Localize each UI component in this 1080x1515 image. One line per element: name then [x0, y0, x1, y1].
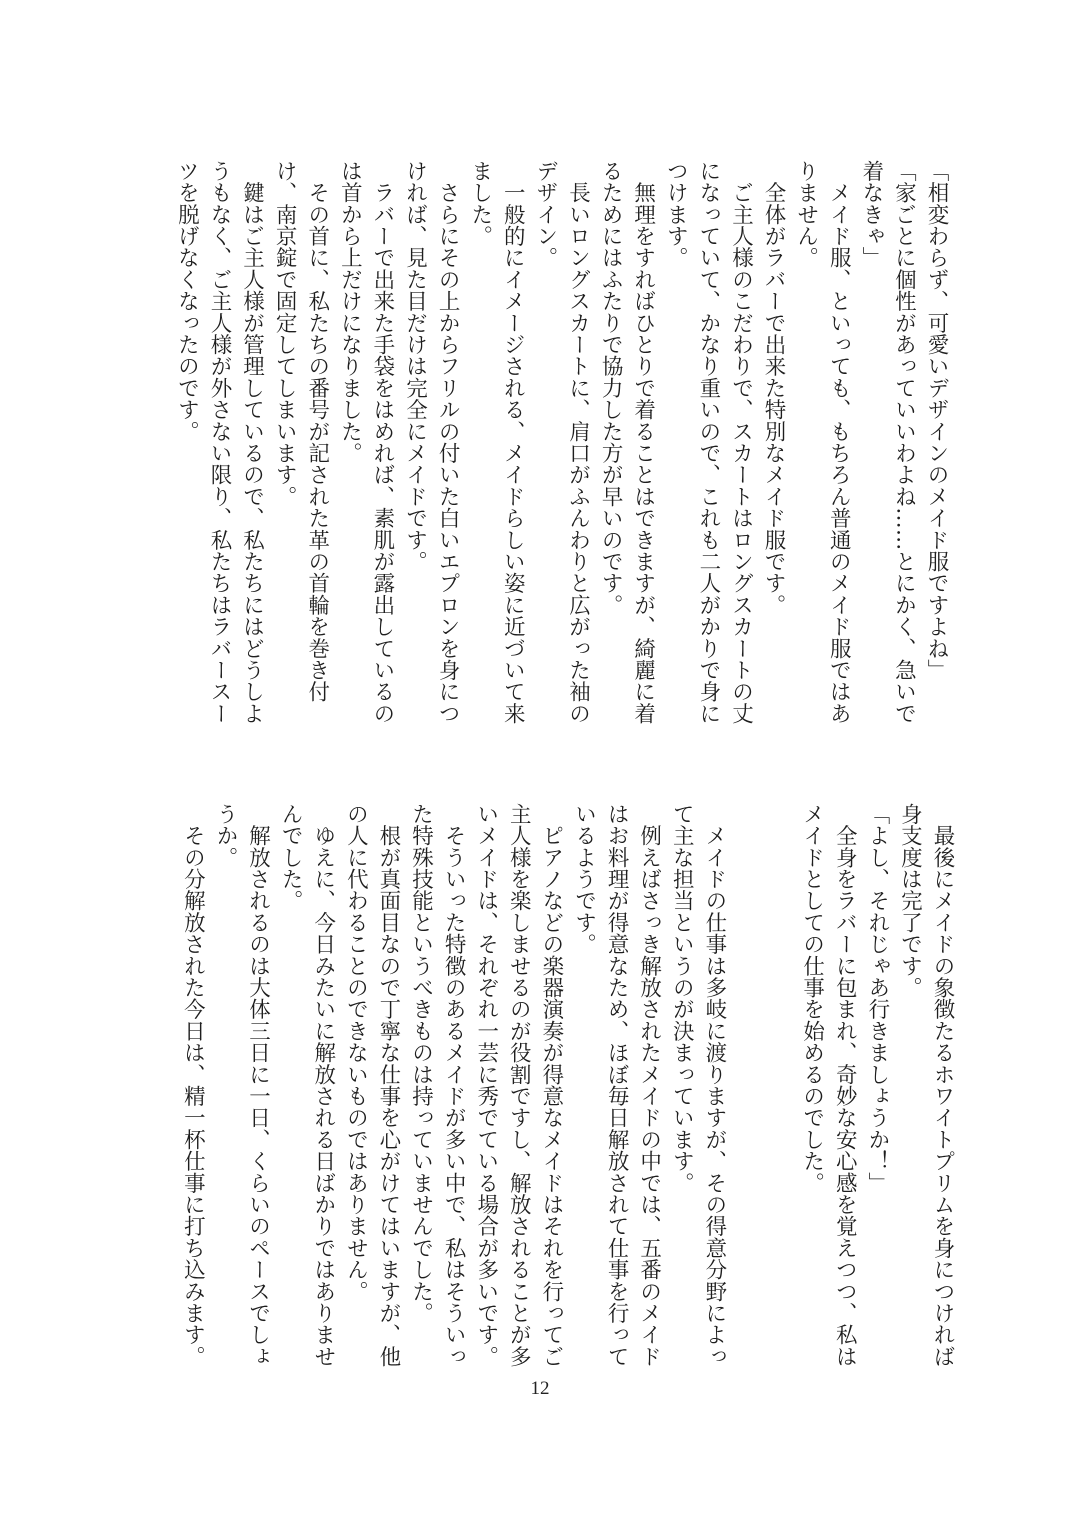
text-line: りません。 [793, 160, 819, 269]
text-line: 鍵はご主人様が管理しているので、私たちにはどうしよ [239, 160, 265, 725]
text-line: ご主人様のこだわりで、スカートはロングスカートの丈 [728, 160, 754, 725]
text-line: そういった特徴のあるメイドが多い中で、私はそういっ [441, 803, 467, 1368]
text-line: うもなく、ご主人様が外さない限り、私たちはラバースー [206, 160, 232, 725]
text-line: その分解放された今日は、精一杯仕事に打ち込みます。 [180, 803, 206, 1368]
text-line: 「家ごとに個性があっていいわよね……とにかく、急いで [891, 160, 917, 725]
text-line: いメイドは、それぞれ一芸に秀でている場合が多いです。 [473, 803, 499, 1368]
text-line: け、南京錠で固定してしまいます。 [272, 160, 298, 508]
text-line: メイドの仕事は多岐に渡りますが、その得意分野によっ [701, 803, 727, 1368]
text-line: 身支度は完了です。 [897, 803, 923, 999]
text-line: ツを脱げなくなったのです。 [174, 160, 200, 443]
text-line: うか。 [212, 803, 238, 869]
text-line: メイドとしての仕事を始めるのでした。 [799, 803, 825, 1194]
text-line: るためにはふたりで協力した方が早いのです。 [598, 160, 624, 616]
text-line: ました。 [467, 160, 493, 247]
blank-line [730, 803, 763, 1378]
text-line: さらにその上からフリルの付いた白いエプロンを身につ [435, 160, 461, 725]
text-line: ければ、見た目だけは完全にメイドです。 [402, 160, 428, 573]
text-line: 根が真面目なので丁寧な仕事を心がけてはいますが、他 [375, 803, 401, 1368]
text-line: 着なきゃ」 [858, 160, 884, 269]
text-line: 一般的にイメージされる、メイドらしい姿に近づいて来 [500, 160, 526, 725]
text-line: 解放されるのは大体三日に一日、くらいのペースでしょ [245, 803, 271, 1368]
text-line: 例えばさっき解放されたメイドの中では、五番のメイド [636, 803, 662, 1368]
text-line: 長いロングスカートに、肩口がふんわりと広がった袖の [565, 160, 591, 725]
text-line: 「よし、それじゃあ行きましょうか！」 [864, 803, 890, 1194]
text-line: いるようです。 [571, 803, 597, 955]
text-line: ラバーで出来た手袋をはめれば、素肌が露出しているの [369, 160, 395, 725]
text-line: 無理をすればひとりで着ることはできますが、綺麗に着 [630, 160, 656, 725]
text-line: になっていて、かなり重いので、これも二人がかりで身に [695, 160, 721, 725]
text-line: ピアノなどの楽器演奏が得意なメイドはそれを行ってご [538, 803, 564, 1368]
text-line: 全体がラバーで出来た特別なメイド服です。 [761, 160, 787, 616]
text-line: 「相変わらず、可愛いデザインのメイド服ですよね」 [924, 160, 949, 681]
text-line: ゆえに、今日みたいに解放される日ばかりではありませ [310, 803, 336, 1368]
text-line: 全身をラバーに包まれ、奇妙な安心感を覚えつつ、私は [832, 803, 858, 1368]
text-line: その首に、私たちの番号が記された革の首輪を巻き付 [304, 160, 330, 703]
text-line: の人に代わることのできないものではありません。 [343, 803, 369, 1303]
text-line: メイド服、といっても、もちろん普通のメイド服ではあ [826, 160, 852, 725]
text-block-top [170, 160, 952, 725]
text-line: デザイン。 [532, 160, 558, 269]
text-line: は首から上だけになりました。 [337, 160, 363, 464]
text-line: て主な担当というのが決まっています。 [669, 803, 695, 1194]
text-line: はお料理が得意なため、ほぼ毎日解放されて仕事を行って [604, 803, 630, 1368]
text-line: 主人様を楽しませるのが役割ですし、解放されることが多 [506, 803, 532, 1368]
blank-line [762, 803, 795, 1378]
page-number: 12 [530, 1378, 550, 1399]
text-line: た特殊技能というべきものは持っていませんでした。 [408, 803, 434, 1324]
text-line: んでした。 [278, 803, 304, 912]
text-line: 最後にメイドの象徴たるホワイトプリムを身につければ [930, 803, 955, 1368]
text-line: つけます。 [663, 160, 689, 269]
text-block-bottom [176, 803, 958, 1378]
